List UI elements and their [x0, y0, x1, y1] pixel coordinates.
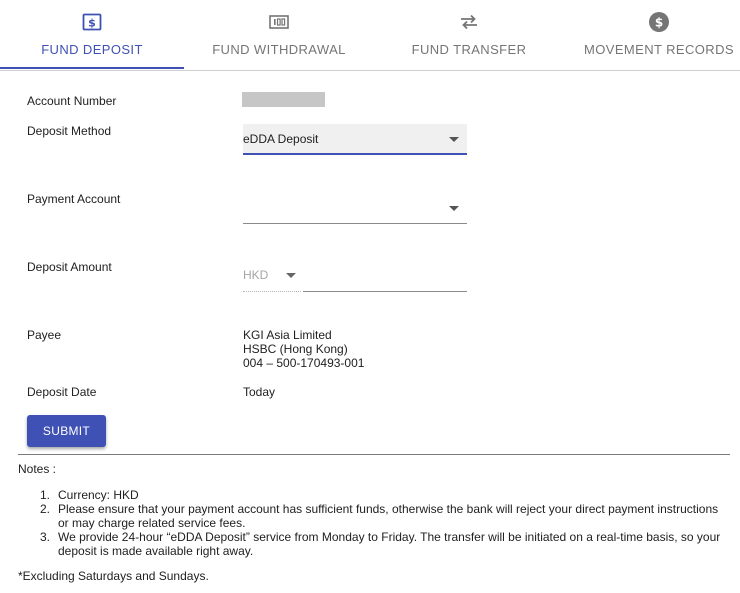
- list-item: 2. Please ensure that your payment account has sufficient funds, otherwise the bank will reject your direct payment instructions or may charge related service fees.: [40, 502, 719, 530]
- account-number-label: Account Number: [27, 94, 117, 108]
- tab-fund-deposit[interactable]: [0, 0, 184, 70]
- deposit-method-select[interactable]: [243, 124, 467, 155]
- payee-bank: HSBC (Hong Kong): [243, 342, 348, 356]
- payee-details: [243, 328, 364, 370]
- svg-text:$: $: [88, 16, 96, 30]
- currency-value: HKD: [243, 268, 269, 282]
- svg-text:$: $: [654, 15, 664, 30]
- payee-label: Payee: [27, 328, 62, 342]
- deposit-method-value: eDDA Deposit: [243, 132, 319, 146]
- deposit-method-label: Deposit Method: [27, 124, 112, 138]
- active-tab-indicator: [0, 67, 184, 69]
- list-item: 1. Currency: HKD: [40, 488, 139, 502]
- payee-name: KGI Asia Limited: [243, 328, 332, 342]
- tab-label: FUND TRANSFER: [411, 42, 527, 57]
- divider: [18, 454, 730, 455]
- swap-arrows-icon: [458, 11, 480, 33]
- tab-label: FUND DEPOSIT: [41, 42, 143, 57]
- deposit-date-label: Deposit Date: [27, 385, 97, 399]
- payment-account-label: Payment Account: [27, 192, 121, 206]
- note-text: We provide 24-hour “eDDA Deposit” service from Monday to Friday. The transfer will be initiated on a real-time basis, so your deposit is made available right away.: [58, 530, 721, 558]
- tab-fund-transfer[interactable]: [374, 0, 564, 70]
- deposit-amount-label: Deposit Amount: [27, 260, 112, 274]
- chevron-down-icon: [286, 273, 296, 278]
- chevron-down-icon: [449, 206, 459, 211]
- chevron-down-icon: [449, 137, 459, 142]
- tab-fund-withdrawal[interactable]: [184, 0, 374, 70]
- footnote: *Excluding Saturdays and Sundays.: [18, 569, 209, 583]
- notes-title: Notes :: [18, 462, 57, 476]
- note-text: Currency: HKD: [58, 488, 139, 502]
- deposit-amount-input[interactable]: [303, 262, 467, 292]
- dollar-card-icon: [81, 11, 103, 33]
- payment-account-select[interactable]: [243, 196, 467, 224]
- list-item: 3. We provide 24-hour “eDDA Deposit” service from Monday to Friday. The transfer will be initiated on a real-time basis, so your deposit is made available right away.: [40, 530, 721, 558]
- account-number-value: [242, 92, 325, 107]
- tab-label: MOVEMENT RECORDS: [584, 42, 734, 57]
- currency-select[interactable]: [243, 262, 301, 292]
- tab-movement-records[interactable]: [578, 0, 740, 70]
- banknote-icon: [268, 11, 290, 33]
- notes-list: [40, 488, 730, 558]
- note-text: Please ensure that your payment account has sufficient funds, otherwise the bank will reject your direct payment instructions or may charge related service fees.: [58, 502, 719, 530]
- submit-button[interactable]: SUBMIT: [27, 415, 106, 447]
- deposit-date-value: Today: [243, 385, 276, 399]
- tab-label: FUND WITHDRAWAL: [212, 42, 346, 57]
- tab-bar: [0, 0, 740, 71]
- dollar-circle-icon: [648, 11, 670, 33]
- payee-account-number: 004 – 500-170493-001: [243, 356, 365, 370]
